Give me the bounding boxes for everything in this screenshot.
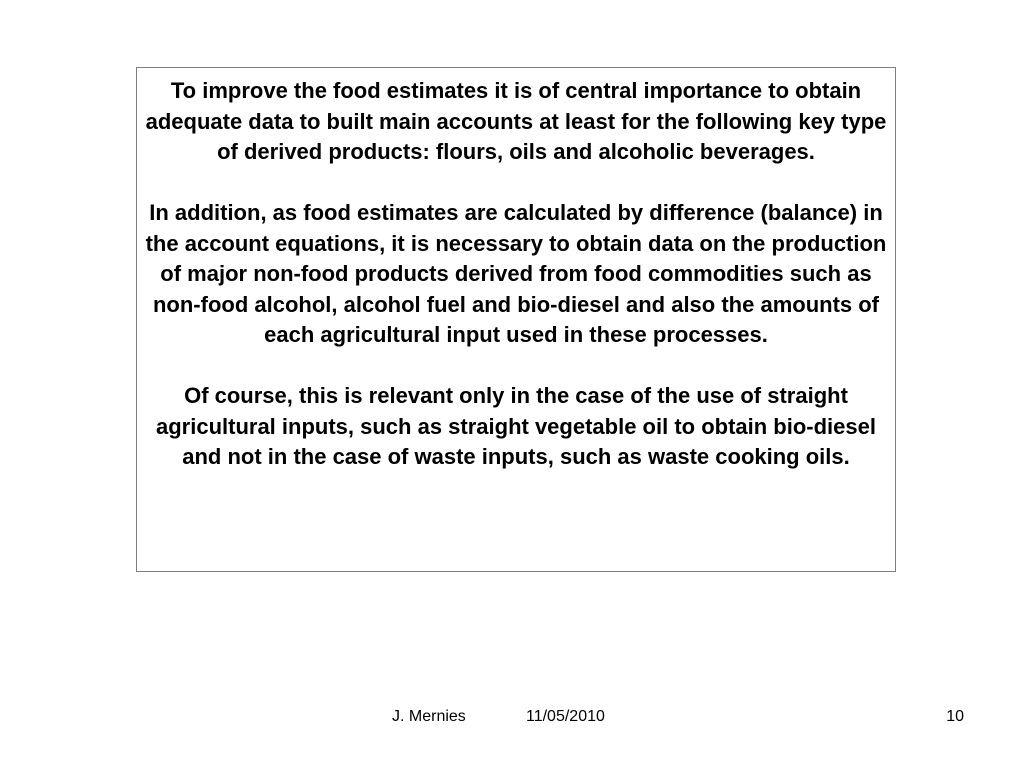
paragraph-straight-inputs: Of course, this is relevant only in the case of the use of straight agricultural inputs, such as straight vegetable oil to obtain bio-diesel and not in the case of waste inputs, such as waste cooking oils.	[155, 383, 876, 469]
slide-page-number: 10	[946, 708, 964, 725]
paragraph-food-estimates: To improve the food estimates it is of central importance to obtain adequate data to built main accounts at least for the following key type of derived products: flours, oils and alcoholic beverages.	[145, 78, 887, 164]
footer-date: 11/05/2010	[526, 708, 605, 725]
footer-author: J. Mernies	[392, 708, 466, 725]
content-text-box	[136, 67, 896, 572]
paragraph-balance-equations: In addition, as food estimates are calculated by difference (balance) in the account equations, it is necessary to obtain data on the production of major non-food products derived from food commodities such as non-food alcohol, alcohol fuel and bio-diesel and also the amounts of each agricultural input used in these processes.	[145, 200, 887, 347]
